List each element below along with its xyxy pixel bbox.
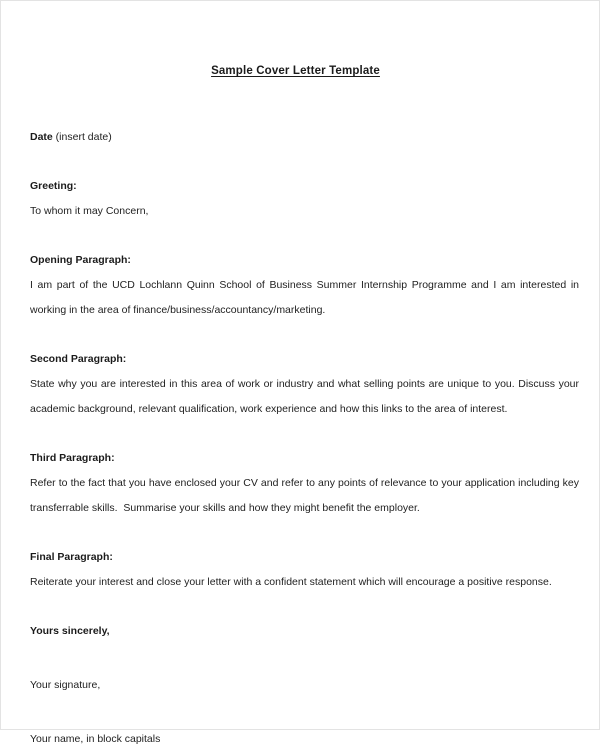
closing-signature-line: Your signature, [30, 679, 101, 691]
page-title: Sample Cover Letter Template [211, 65, 380, 77]
section-spacer [30, 323, 579, 347]
closing-spacer [30, 595, 579, 619]
date-label: Date [30, 131, 53, 143]
document-body [1, 1, 599, 745]
section-heading-final-paragraph: Final Paragraph: [30, 551, 113, 563]
section-body-third-paragraph: Refer to the fact that you have enclosed your CV and refer to any points of relevance to your application including key transferrable skills. Summarise your skills and how they might benefit the employer. [30, 477, 582, 514]
date-value: (insert date) [52, 131, 112, 143]
section-spacer [30, 422, 579, 446]
section-body-final-paragraph: Reiterate your interest and close your letter with a confident statement which will encourage a positive response. [30, 576, 552, 588]
section-body-second-paragraph: State why you are interested in this area of work or industry and what selling points are unique to you. Discuss your academic background, relevant qualification, work experience and how this links to the area of interest. [30, 378, 582, 415]
closing-name-line: Your name, in block capitals [30, 733, 161, 745]
section-heading-third-paragraph: Third Paragraph: [30, 452, 115, 464]
section-spacer [30, 150, 579, 174]
section-spacer [30, 521, 579, 545]
section-heading-greeting: Greeting: [30, 180, 77, 192]
section-body-greeting: To whom it may Concern, [30, 205, 149, 217]
name-spacer [30, 698, 579, 727]
date-line [30, 125, 579, 150]
section-spacer [30, 224, 579, 248]
title-spacer [30, 77, 579, 125]
section-heading-opening-paragraph: Opening Paragraph: [30, 254, 131, 266]
section-body-opening-paragraph: I am part of the UCD Lochlann Quinn School of Business Summer Internship Programme and I am interested in working in the area of finance/business/accountancy/marketing. [30, 279, 582, 316]
closing-salutation: Yours sincerely, [30, 625, 110, 637]
section-heading-second-paragraph: Second Paragraph: [30, 353, 127, 365]
signature-spacer [30, 644, 579, 673]
